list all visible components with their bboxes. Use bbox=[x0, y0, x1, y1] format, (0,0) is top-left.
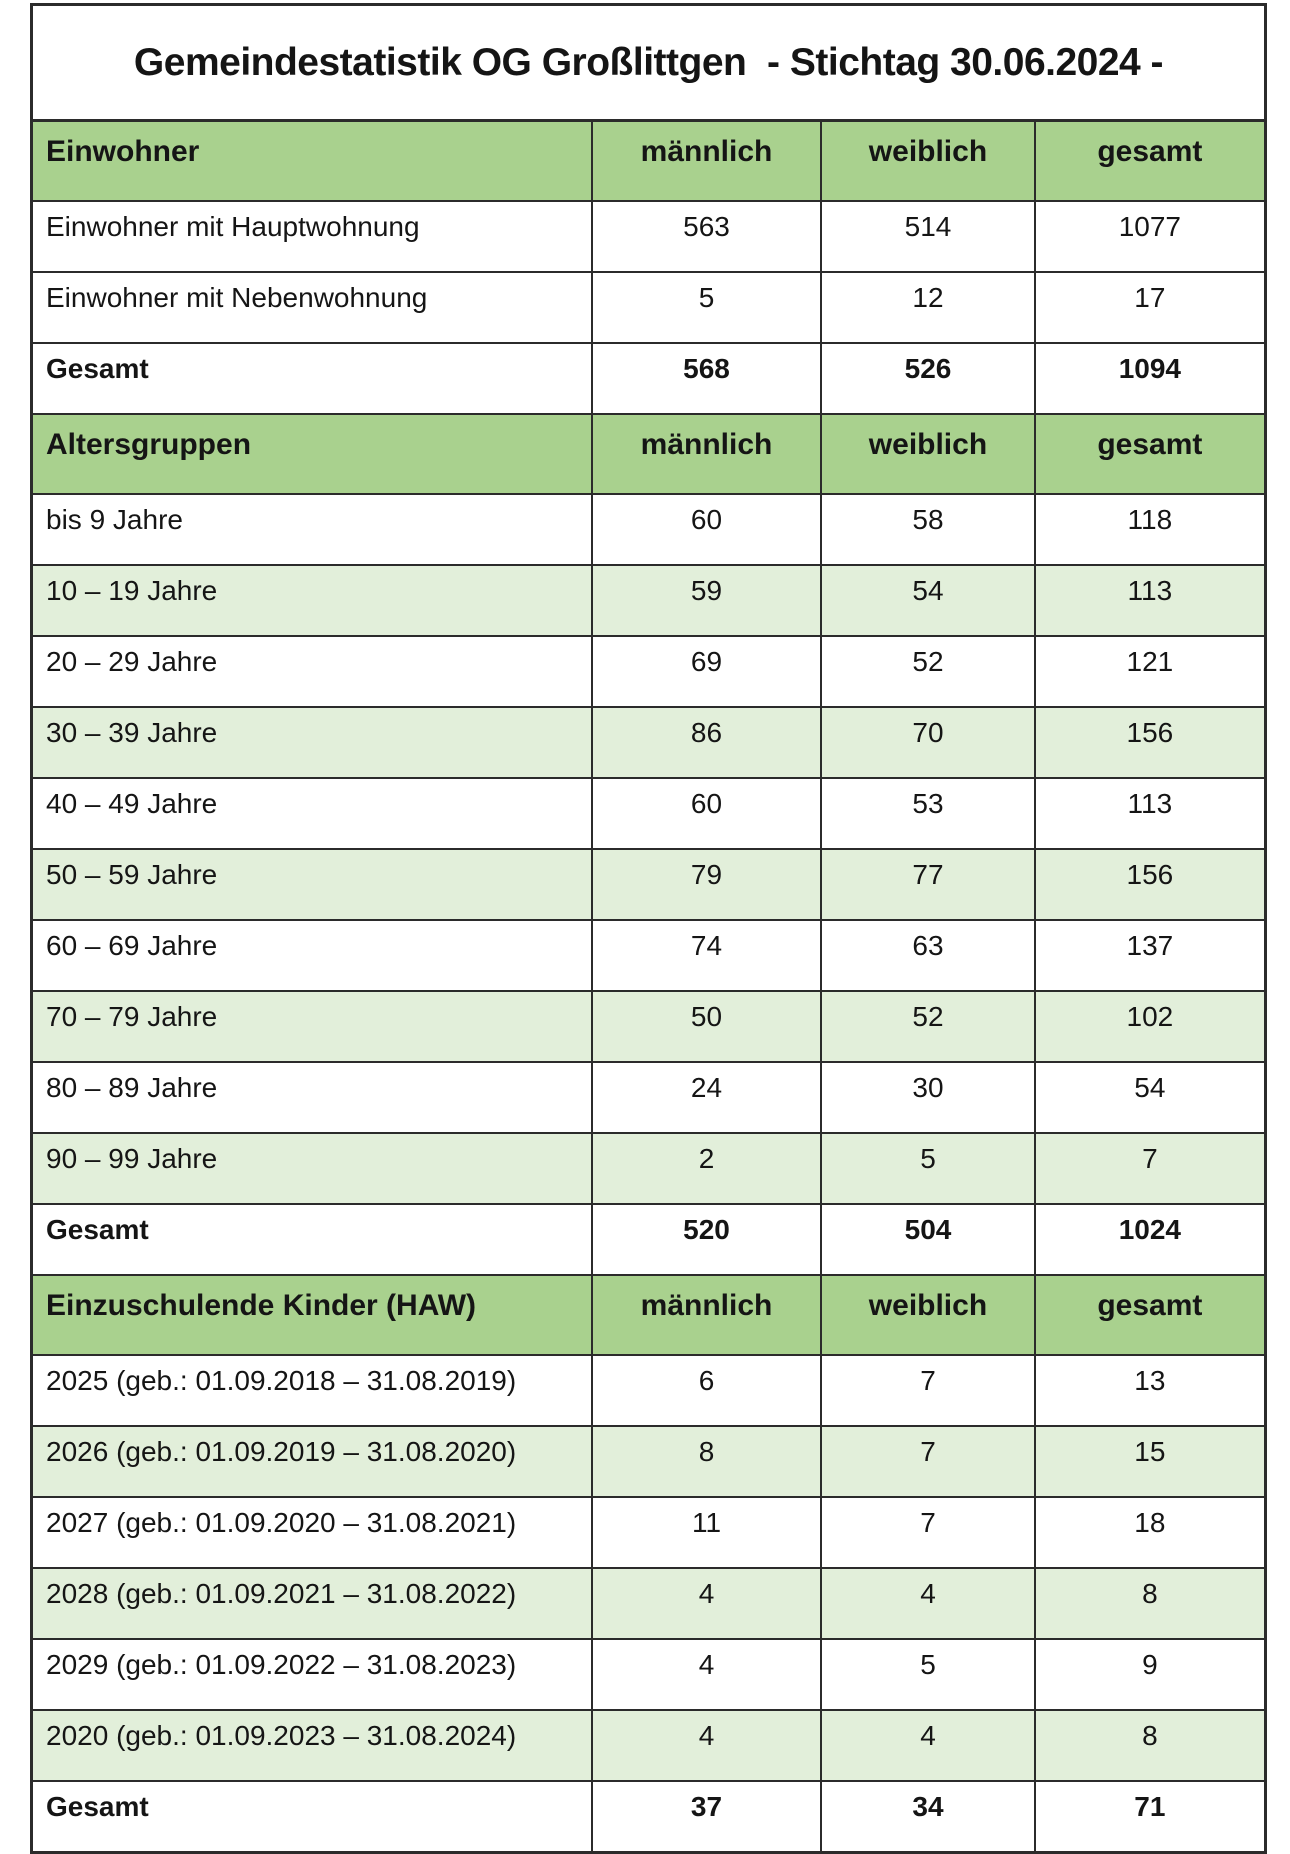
table-row bbox=[32, 1639, 1266, 1710]
table-row bbox=[32, 1062, 1266, 1133]
value-weiblich: 4 bbox=[821, 1568, 1034, 1639]
row-label: bis 9 Jahre bbox=[32, 494, 592, 565]
value-weiblich: 63 bbox=[821, 920, 1034, 991]
value-gesamt: 156 bbox=[1035, 707, 1266, 778]
column-header-weiblich: weiblich bbox=[821, 121, 1034, 202]
table-row bbox=[32, 920, 1266, 991]
row-label: 40 – 49 Jahre bbox=[32, 778, 592, 849]
table-row bbox=[32, 849, 1266, 920]
value-weiblich: 30 bbox=[821, 1062, 1034, 1133]
table-row bbox=[32, 778, 1266, 849]
total-weiblich: 34 bbox=[821, 1781, 1034, 1853]
table-row bbox=[32, 636, 1266, 707]
value-männlich: 60 bbox=[592, 494, 822, 565]
total-label: Gesamt bbox=[32, 1781, 592, 1853]
value-gesamt: 13 bbox=[1035, 1355, 1266, 1426]
table-row bbox=[32, 1710, 1266, 1781]
table-row bbox=[32, 707, 1266, 778]
document-title: Gemeindestatistik OG Großlittgen - Stichtag 30.06.2024 - bbox=[30, 3, 1267, 119]
table-row bbox=[32, 1497, 1266, 1568]
value-gesamt: 8 bbox=[1035, 1710, 1266, 1781]
table-row bbox=[32, 494, 1266, 565]
column-header-gesamt: gesamt bbox=[1035, 121, 1266, 202]
value-männlich: 24 bbox=[592, 1062, 822, 1133]
value-männlich: 11 bbox=[592, 1497, 822, 1568]
table-row bbox=[32, 1426, 1266, 1497]
value-männlich: 2 bbox=[592, 1133, 822, 1204]
value-gesamt: 18 bbox=[1035, 1497, 1266, 1568]
column-header-weiblich: weiblich bbox=[821, 414, 1034, 494]
value-gesamt: 17 bbox=[1035, 272, 1266, 343]
total-row bbox=[32, 1781, 1266, 1853]
table-row bbox=[32, 565, 1266, 636]
column-header-gesamt: gesamt bbox=[1035, 1275, 1266, 1355]
column-header-weiblich: weiblich bbox=[821, 1275, 1034, 1355]
value-weiblich: 4 bbox=[821, 1710, 1034, 1781]
value-gesamt: 113 bbox=[1035, 565, 1266, 636]
row-label: 2029 (geb.: 01.09.2022 – 31.08.2023) bbox=[32, 1639, 592, 1710]
table-row bbox=[32, 1355, 1266, 1426]
value-weiblich: 7 bbox=[821, 1426, 1034, 1497]
value-männlich: 4 bbox=[592, 1568, 822, 1639]
value-männlich: 74 bbox=[592, 920, 822, 991]
statistics-document bbox=[30, 3, 1267, 1854]
total-männlich: 520 bbox=[592, 1204, 822, 1275]
column-header-männlich: männlich bbox=[592, 121, 822, 202]
value-männlich: 79 bbox=[592, 849, 822, 920]
total-männlich: 37 bbox=[592, 1781, 822, 1853]
section-title: Einwohner bbox=[32, 121, 592, 202]
value-gesamt: 118 bbox=[1035, 494, 1266, 565]
row-label: 70 – 79 Jahre bbox=[32, 991, 592, 1062]
statistics-table bbox=[30, 119, 1267, 1854]
row-label: 60 – 69 Jahre bbox=[32, 920, 592, 991]
value-weiblich: 514 bbox=[821, 201, 1034, 272]
value-männlich: 563 bbox=[592, 201, 822, 272]
value-gesamt: 9 bbox=[1035, 1639, 1266, 1710]
total-männlich: 568 bbox=[592, 343, 822, 414]
value-gesamt: 7 bbox=[1035, 1133, 1266, 1204]
row-label: 2025 (geb.: 01.09.2018 – 31.08.2019) bbox=[32, 1355, 592, 1426]
value-weiblich: 77 bbox=[821, 849, 1034, 920]
value-gesamt: 1077 bbox=[1035, 201, 1266, 272]
value-gesamt: 156 bbox=[1035, 849, 1266, 920]
row-label: 2027 (geb.: 01.09.2020 – 31.08.2021) bbox=[32, 1497, 592, 1568]
value-männlich: 5 bbox=[592, 272, 822, 343]
total-gesamt: 71 bbox=[1035, 1781, 1266, 1853]
value-männlich: 4 bbox=[592, 1710, 822, 1781]
value-weiblich: 5 bbox=[821, 1133, 1034, 1204]
row-label: 10 – 19 Jahre bbox=[32, 565, 592, 636]
value-gesamt: 113 bbox=[1035, 778, 1266, 849]
value-weiblich: 70 bbox=[821, 707, 1034, 778]
section-header-row bbox=[32, 414, 1266, 494]
value-männlich: 59 bbox=[592, 565, 822, 636]
total-gesamt: 1024 bbox=[1035, 1204, 1266, 1275]
row-label: 50 – 59 Jahre bbox=[32, 849, 592, 920]
total-label: Gesamt bbox=[32, 343, 592, 414]
value-weiblich: 52 bbox=[821, 991, 1034, 1062]
row-label: 80 – 89 Jahre bbox=[32, 1062, 592, 1133]
section-title: Einzuschulende Kinder (HAW) bbox=[32, 1275, 592, 1355]
value-weiblich: 58 bbox=[821, 494, 1034, 565]
total-weiblich: 526 bbox=[821, 343, 1034, 414]
row-label: 30 – 39 Jahre bbox=[32, 707, 592, 778]
row-label: 2026 (geb.: 01.09.2019 – 31.08.2020) bbox=[32, 1426, 592, 1497]
value-weiblich: 53 bbox=[821, 778, 1034, 849]
value-gesamt: 8 bbox=[1035, 1568, 1266, 1639]
value-männlich: 50 bbox=[592, 991, 822, 1062]
value-männlich: 86 bbox=[592, 707, 822, 778]
value-gesamt: 121 bbox=[1035, 636, 1266, 707]
table-row bbox=[32, 201, 1266, 272]
row-label: Einwohner mit Nebenwohnung bbox=[32, 272, 592, 343]
value-gesamt: 54 bbox=[1035, 1062, 1266, 1133]
value-gesamt: 15 bbox=[1035, 1426, 1266, 1497]
total-weiblich: 504 bbox=[821, 1204, 1034, 1275]
row-label: 20 – 29 Jahre bbox=[32, 636, 592, 707]
column-header-männlich: männlich bbox=[592, 1275, 822, 1355]
column-header-gesamt: gesamt bbox=[1035, 414, 1266, 494]
value-weiblich: 52 bbox=[821, 636, 1034, 707]
value-weiblich: 12 bbox=[821, 272, 1034, 343]
value-männlich: 6 bbox=[592, 1355, 822, 1426]
value-gesamt: 137 bbox=[1035, 920, 1266, 991]
total-label: Gesamt bbox=[32, 1204, 592, 1275]
value-weiblich: 5 bbox=[821, 1639, 1034, 1710]
row-label: 2028 (geb.: 01.09.2021 – 31.08.2022) bbox=[32, 1568, 592, 1639]
column-header-männlich: männlich bbox=[592, 414, 822, 494]
value-weiblich: 54 bbox=[821, 565, 1034, 636]
table-row bbox=[32, 1568, 1266, 1639]
total-gesamt: 1094 bbox=[1035, 343, 1266, 414]
value-männlich: 4 bbox=[592, 1639, 822, 1710]
value-männlich: 60 bbox=[592, 778, 822, 849]
table-row bbox=[32, 272, 1266, 343]
section-title: Altersgruppen bbox=[32, 414, 592, 494]
table-row bbox=[32, 991, 1266, 1062]
total-row bbox=[32, 1204, 1266, 1275]
section-header-row bbox=[32, 1275, 1266, 1355]
value-gesamt: 102 bbox=[1035, 991, 1266, 1062]
value-weiblich: 7 bbox=[821, 1497, 1034, 1568]
value-weiblich: 7 bbox=[821, 1355, 1034, 1426]
row-label: 2020 (geb.: 01.09.2023 – 31.08.2024) bbox=[32, 1710, 592, 1781]
value-männlich: 8 bbox=[592, 1426, 822, 1497]
row-label: 90 – 99 Jahre bbox=[32, 1133, 592, 1204]
value-männlich: 69 bbox=[592, 636, 822, 707]
row-label: Einwohner mit Hauptwohnung bbox=[32, 201, 592, 272]
table-row bbox=[32, 1133, 1266, 1204]
section-header-row bbox=[32, 121, 1266, 202]
total-row bbox=[32, 343, 1266, 414]
